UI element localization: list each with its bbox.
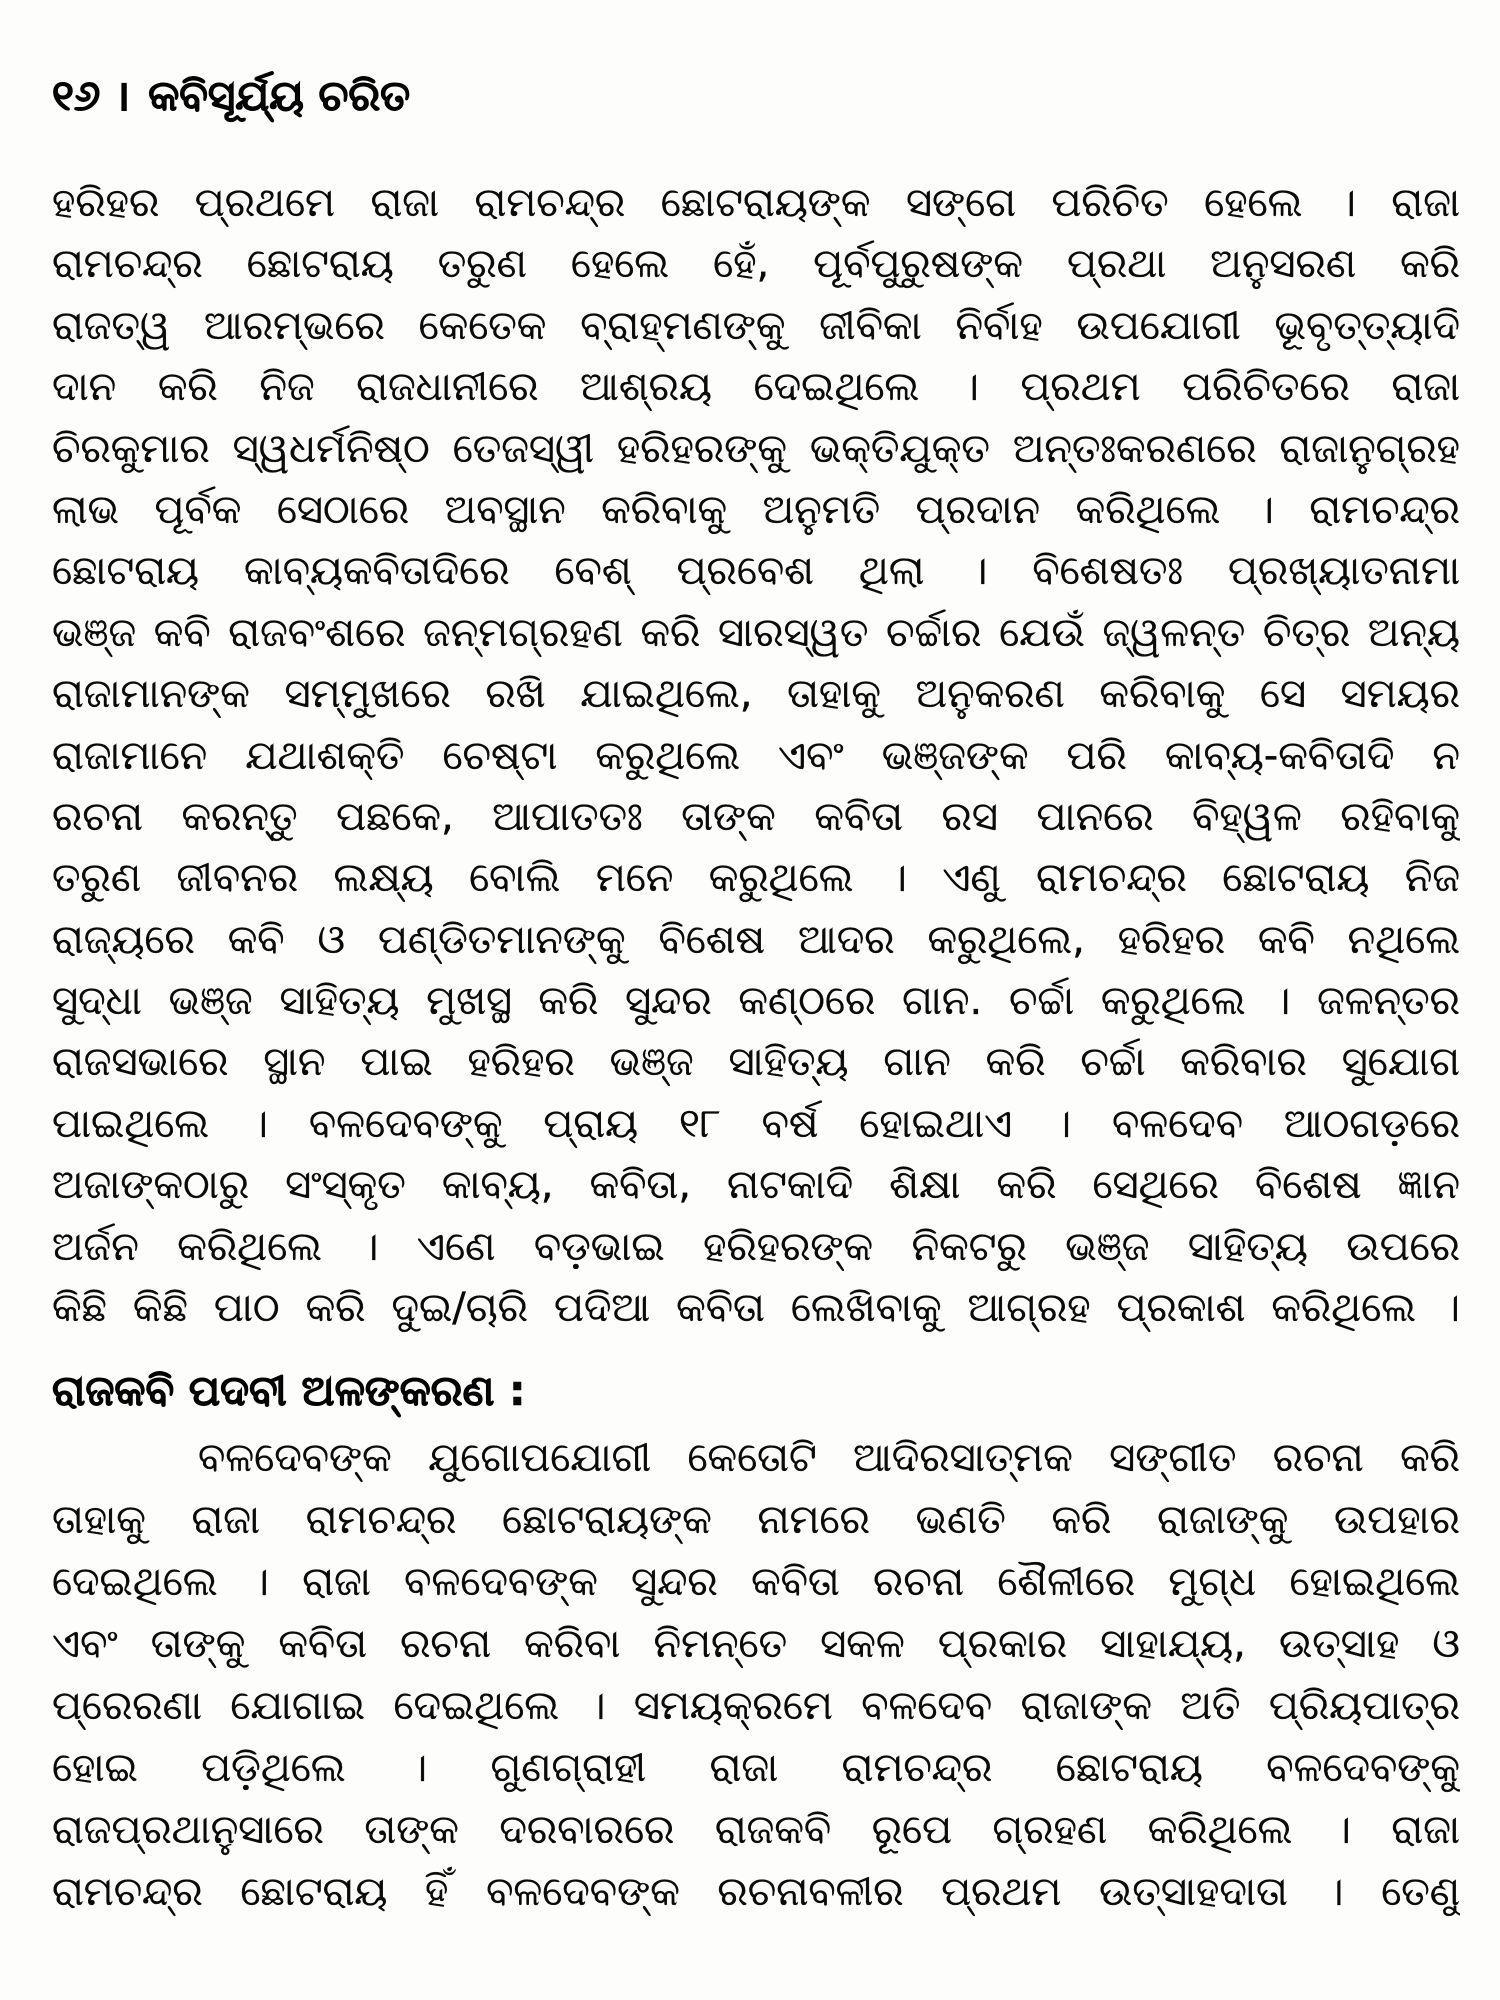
text-line: ତାହାକୁ ରାଜା ରାମଚନ୍ଦ୍ର ଛୋଟରାୟଙ୍କ ନାମରେ ଭଣତି କରି ରାଜାଙ୍କୁ ଉପହାର — [52, 1497, 1460, 1543]
page-header — [52, 66, 410, 126]
text-line: ଦେଇଥିଲେ । ରାଜା ବଳଦେବଙ୍କ ସୁନ୍ଦର କବିତା ରଚନା ଶୈଳୀରେ ମୁଗ୍ଧ ହୋଇଥିଲେ — [52, 1559, 1460, 1605]
page-number: ୧୬ — [52, 71, 101, 120]
header-separator: । — [114, 71, 131, 120]
text-line: ତରୁଣ ଜୀବନର ଲକ୍ଷ୍ୟ ବୋଲି ମନେ କରୁଥିଲେ । ଏଣୁ ରାମଚନ୍ଦ୍ର ଛୋଟରାୟ ନିଜ — [52, 855, 1460, 902]
text-line: ରାଜତ୍ୱ ଆରମ୍ଭରେ କେତେକ ବ୍ରାହ୍ମଣଙ୍କୁ ଜୀବିକା ନିର୍ବାହ ଉପଯୋଗୀ ଭୂବୃତ୍ତ୍ୟାଦି — [52, 302, 1460, 349]
text-line: କିଛି କିଛି ପାଠ କରି ଦୁଇ/ଚାରି ପଦିଆ କବିତା ଲେଖିବାକୁ ଆଗ୍ରହ ପ୍ରକାଶ କରିଥିଲେ । — [52, 1285, 1460, 1332]
text-line: ସୁଦ୍ଧା ଭଞ୍ଜ ସାହିତ୍ୟ ମୁଖସ୍ଥ କରି ସୁନ୍ଦର କଣ୍ଠରେ ଗାନ. ଚର୍ଚ୍ଚା କରୁଥିଲେ । ଜଳନ୍ତର — [52, 978, 1460, 1025]
text-line: ରାମଚନ୍ଦ୍ର ଛୋଟରାୟ ତରୁଣ ହେଲେ ହେଁ, ପୂର୍ବପୁରୁଷଙ୍କ ପ୍ରଥା ଅନୁସରଣ କରି — [52, 241, 1460, 288]
text-line: ହୋଇ ପଡ଼ିଥିଲେ । ଗୁଣଗ୍ରାହୀ ରାଜା ରାମଚନ୍ଦ୍ର ଛୋଟରାୟ ବଳଦେବଙ୍କୁ — [52, 1745, 1460, 1791]
text-line: ହରିହର ପ୍ରଥମେ ରାଜା ରାମଚନ୍ଦ୍ର ଛୋଟରାୟଙ୍କ ସଙ୍ଗେ ପରିଚିତ ହେଲେ । ରାଜା — [52, 180, 1460, 226]
text-line: ରାଜସଭାରେ ସ୍ଥାନ ପାଇ ହରିହର ଭଞ୍ଜ ସାହିତ୍ୟ ଗାନ କରି ଚର୍ଚ୍ଚା କରିବାର ସୁଯୋଗ — [52, 1039, 1460, 1086]
text-line: ରାଜପ୍ରଥାନୁସାରେ ତାଙ୍କ ଦରବାରରେ ରାଜକବି ରୂପେ ଗ୍ରହଣ କରିଥିଲେ । ରାଜା — [52, 1807, 1460, 1853]
text-line: ରାମଚନ୍ଦ୍ର ଛୋଟରାୟ ହିଁ ବଳଦେବଙ୍କ ରଚନାବଳୀର ପ୍ରଥମ ଉତ୍ସାହଦାତା । ତେଣୁ — [52, 1869, 1460, 1915]
text-line: ଭଞ୍ଜ କବି ରାଜବଂଶରେ ଜନ୍ମଗ୍ରହଣ କରି ସାରସ୍ୱତ ଚର୍ଚ୍ଚାର ଯେଉଁ ଜ୍ୱଳନ୍ତ ଚିତ୍ର ଅନ୍ୟ — [52, 609, 1460, 656]
text-line: ପ୍ରେରଣା ଯୋଗାଇ ଦେଇଥିଲେ । ସମୟକ୍ରମେ ବଳଦେବ ରାଜାଙ୍କ ଅତି ପ୍ରିୟପାତ୍ର — [52, 1683, 1460, 1729]
text-line: ଅଜାଙ୍କଠାରୁ ସଂସ୍କୃତ କାବ୍ୟ, କବିତା, ନାଟକାଦି ଶିକ୍ଷା କରି ସେଥିରେ ବିଶେଷ ଜ୍ଞାନ — [52, 1162, 1460, 1209]
text-line: ରଚନା କରନ୍ତୁ ପଛକେ, ଆପାତତଃ ତାଙ୍କ କବିତା ରସ ପାନରେ ବିହ୍ୱଳ ରହିବାକୁ — [52, 793, 1460, 840]
text-line: ରାଜ୍ୟରେ କବି ଓ ପଣ୍ଡିତମାନଙ୍କୁ ବିଶେଷ ଆଦର କରୁଥିଲେ, ହରିହର କବି ନଥିଲେ — [52, 916, 1460, 963]
text-line: ଲାଭ ପୂର୍ବକ ସେଠାରେ ଅବସ୍ଥାନ କରିବାକୁ ଅନୁମତି ପ୍ରଦାନ କରିଥିଲେ । ରାମଚନ୍ଦ୍ର — [52, 486, 1460, 533]
chapter-title: କବିସୂର୍ଯ୍ୟ ଚରିତ — [148, 71, 411, 120]
text-line: ରାଜାମାନେ ଯଥାଶକ୍ତି ଚେଷ୍ଟା କରୁଥିଲେ ଏବଂ ଭଞ୍ଜଙ୍କ ପରି କାବ୍ୟ-କବିତାଦି ନ — [52, 732, 1460, 779]
text-line-indented: ବଳଦେବଙ୍କ ଯୁଗୋପଯୋଗୀ କେତୋଟି ଆଦିରସାତ୍ମକ ସଙ୍ଗୀତ ରଚନା କରି — [198, 1435, 1460, 1481]
text-line: ରାଜାମାନଙ୍କ ସମ୍ମୁଖରେ ରଖି ଯାଇଥିଲେ, ତାହାକୁ ଅନୁକରଣ କରିବାକୁ ସେ ସମୟର — [52, 671, 1460, 718]
section-heading: ରାଜକବି ପଦବୀ ଅଳଙ୍କରଣ : — [52, 1366, 526, 1415]
text-line: ଅର୍ଜନ କରିଥିଲେ । ଏଣେ ବଡ଼ଭାଇ ହରିହରଙ୍କ ନିକଟରୁ ଭଞ୍ଜ ସାହିତ୍ୟ ଉପରେ — [52, 1223, 1460, 1270]
text-line: ପାଇଥିଲେ । ବଳଦେବଙ୍କୁ ପ୍ରାୟ ୧୮ ବର୍ଷ ହୋଇଥାଏ । ବଳଦେବ ଆଠଗଡ଼ରେ — [52, 1100, 1460, 1147]
paragraph-body — [52, 173, 1460, 1339]
paragraph-section — [52, 1427, 1460, 1923]
text-line: ଏବଂ ତାଙ୍କୁ କବିତା ରଚନା କରିବା ନିମନ୍ତେ ସକଳ ପ୍ରକାର ସାହାଯ୍ୟ, ଉତ୍ସାହ ଓ — [52, 1621, 1460, 1667]
text-line: ଦାନ କରି ନିଜ ରାଜଧାନୀରେ ଆଶ୍ରୟ ଦେଇଥିଲେ । ପ୍ରଥମ ପରିଚିତରେ ରାଜା — [52, 364, 1460, 411]
text-line: ଚିରକୁମାର ସ୍ୱଧର୍ମନିଷ୍ଠ ତେଜସ୍ୱୀ ହରିହରଙ୍କୁ ଭକ୍ତିଯୁକ୍ତ ଅନ୍ତଃକରଣରେ ରାଜାନୁଗ୍ରହ — [52, 425, 1460, 472]
text-line: ଛୋଟରାୟ କାବ୍ୟକବିତାଦିରେ ବେଶ୍ ପ୍ରବେଶ ଥିଲା । ବିଶେଷତଃ ପ୍ରଖ୍ୟାତନାମା — [52, 548, 1460, 595]
